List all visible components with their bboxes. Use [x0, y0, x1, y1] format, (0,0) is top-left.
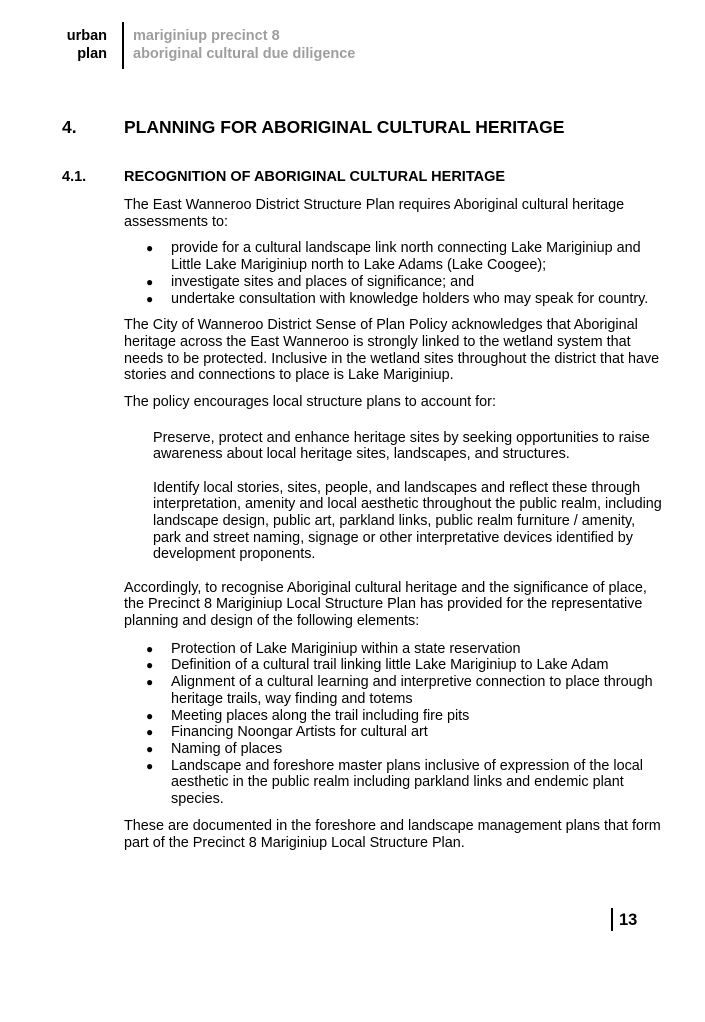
list-item: ● Landscape and foreshore master plans inclusive of expression of the local aesthetic in the public realm including parkland links and endemic plant species. [146, 757, 643, 808]
bullet-icon: ● [146, 274, 154, 289]
list-item: ● Definition of a cultural trail linking little Lake Mariginiup to Lake Adam [146, 657, 609, 674]
bullet-icon: ● [146, 708, 154, 723]
bullet-icon: ● [146, 741, 154, 756]
bullet-icon: ● [146, 675, 154, 690]
subsection-heading [62, 168, 505, 186]
section-heading [62, 116, 564, 138]
list-item: ● Financing Noongar Artists for cultural art [146, 724, 428, 741]
subsection-title: RECOGNITION OF ABORIGINAL CULTURAL HERITAGE [124, 169, 506, 185]
page-number: 13 [619, 911, 638, 929]
footer-divider [611, 908, 613, 931]
bullet-icon: ● [146, 291, 154, 306]
subsection-number: 4.1. [62, 169, 87, 185]
elements-list [124, 641, 664, 808]
header-document-title [133, 27, 355, 63]
header-title-line2: aboriginal cultural due diligence [133, 46, 356, 62]
list-item: ● provide for a cultural landscape link north connecting Lake Mariginiup and Little Lake Mariginiup north to Lake Adams (Lake Coogee); [146, 240, 641, 274]
header-title-line1: mariginiup precinct 8 [133, 28, 280, 44]
bullet-icon: ● [146, 241, 154, 256]
policy-quote-2: Identify local stories, sites, people, and landscapes and reflect these through interpretation, amenity and local aesthetic throughout the public realm, including landscape design, public art, parkland links, public realm furniture / amenity, park and street naming, signage or other interpretative devices identified by development proponents. [153, 479, 662, 563]
bullet-icon: ● [146, 641, 154, 656]
list-item: ● Meeting places along the trail including fire pits [146, 707, 470, 724]
bullet-icon: ● [146, 758, 154, 773]
accordingly-paragraph: Accordingly, to recognise Aboriginal cultural heritage and the significance of place, the Precinct 8 Mariginiup Local Structure Plan has provided for the representative planning and design of the following elements: [124, 579, 647, 630]
list-item: ● investigate sites and places of significance; and [146, 273, 475, 290]
header-divider [122, 22, 124, 69]
policy-lead-paragraph: The policy encourages local structure plans to account for: [124, 394, 496, 411]
list-item: ● Alignment of a cultural learning and interpretive connection to place through heritage trails, way finding and totems [146, 674, 653, 707]
bullet-icon: ● [146, 658, 154, 673]
header-org-line2: plan [77, 46, 107, 62]
list-item: ● Naming of places [146, 740, 283, 757]
list-item: ● undertake consultation with knowledge holders who may speak for country. [146, 290, 649, 307]
body-content [124, 197, 664, 861]
header-organisation [40, 27, 107, 63]
section-number: 4. [62, 117, 77, 137]
header-org-line1: urban [66, 28, 107, 44]
list-item: ● Protection of Lake Mariginiup within a state reservation [146, 640, 521, 657]
requirements-list [124, 240, 664, 307]
bullet-icon: ● [146, 725, 154, 740]
section-title: PLANNING FOR ABORIGINAL CULTURAL HERITAGE [124, 117, 565, 137]
closing-paragraph: These are documented in the foreshore and landscape management plans that form part of the Precinct 8 Mariginiup Local Structure Plan. [124, 817, 661, 851]
policy-paragraph: The City of Wanneroo District Sense of Plan Policy acknowledges that Aboriginal heritage across the East Wanneroo is strongly linked to the wetland system that needs to be protected. Inclusive in the wetland sites throughout the district that have stories and connections to place is Lake Mariginiup. [124, 317, 660, 384]
intro-paragraph: The East Wanneroo District Structure Plan requires Aboriginal cultural heritage assessments to: [124, 197, 625, 230]
policy-quote-1: Preserve, protect and enhance heritage sites by seeking opportunities to raise awareness about local heritage sites, landscapes, and structures. [153, 429, 650, 463]
